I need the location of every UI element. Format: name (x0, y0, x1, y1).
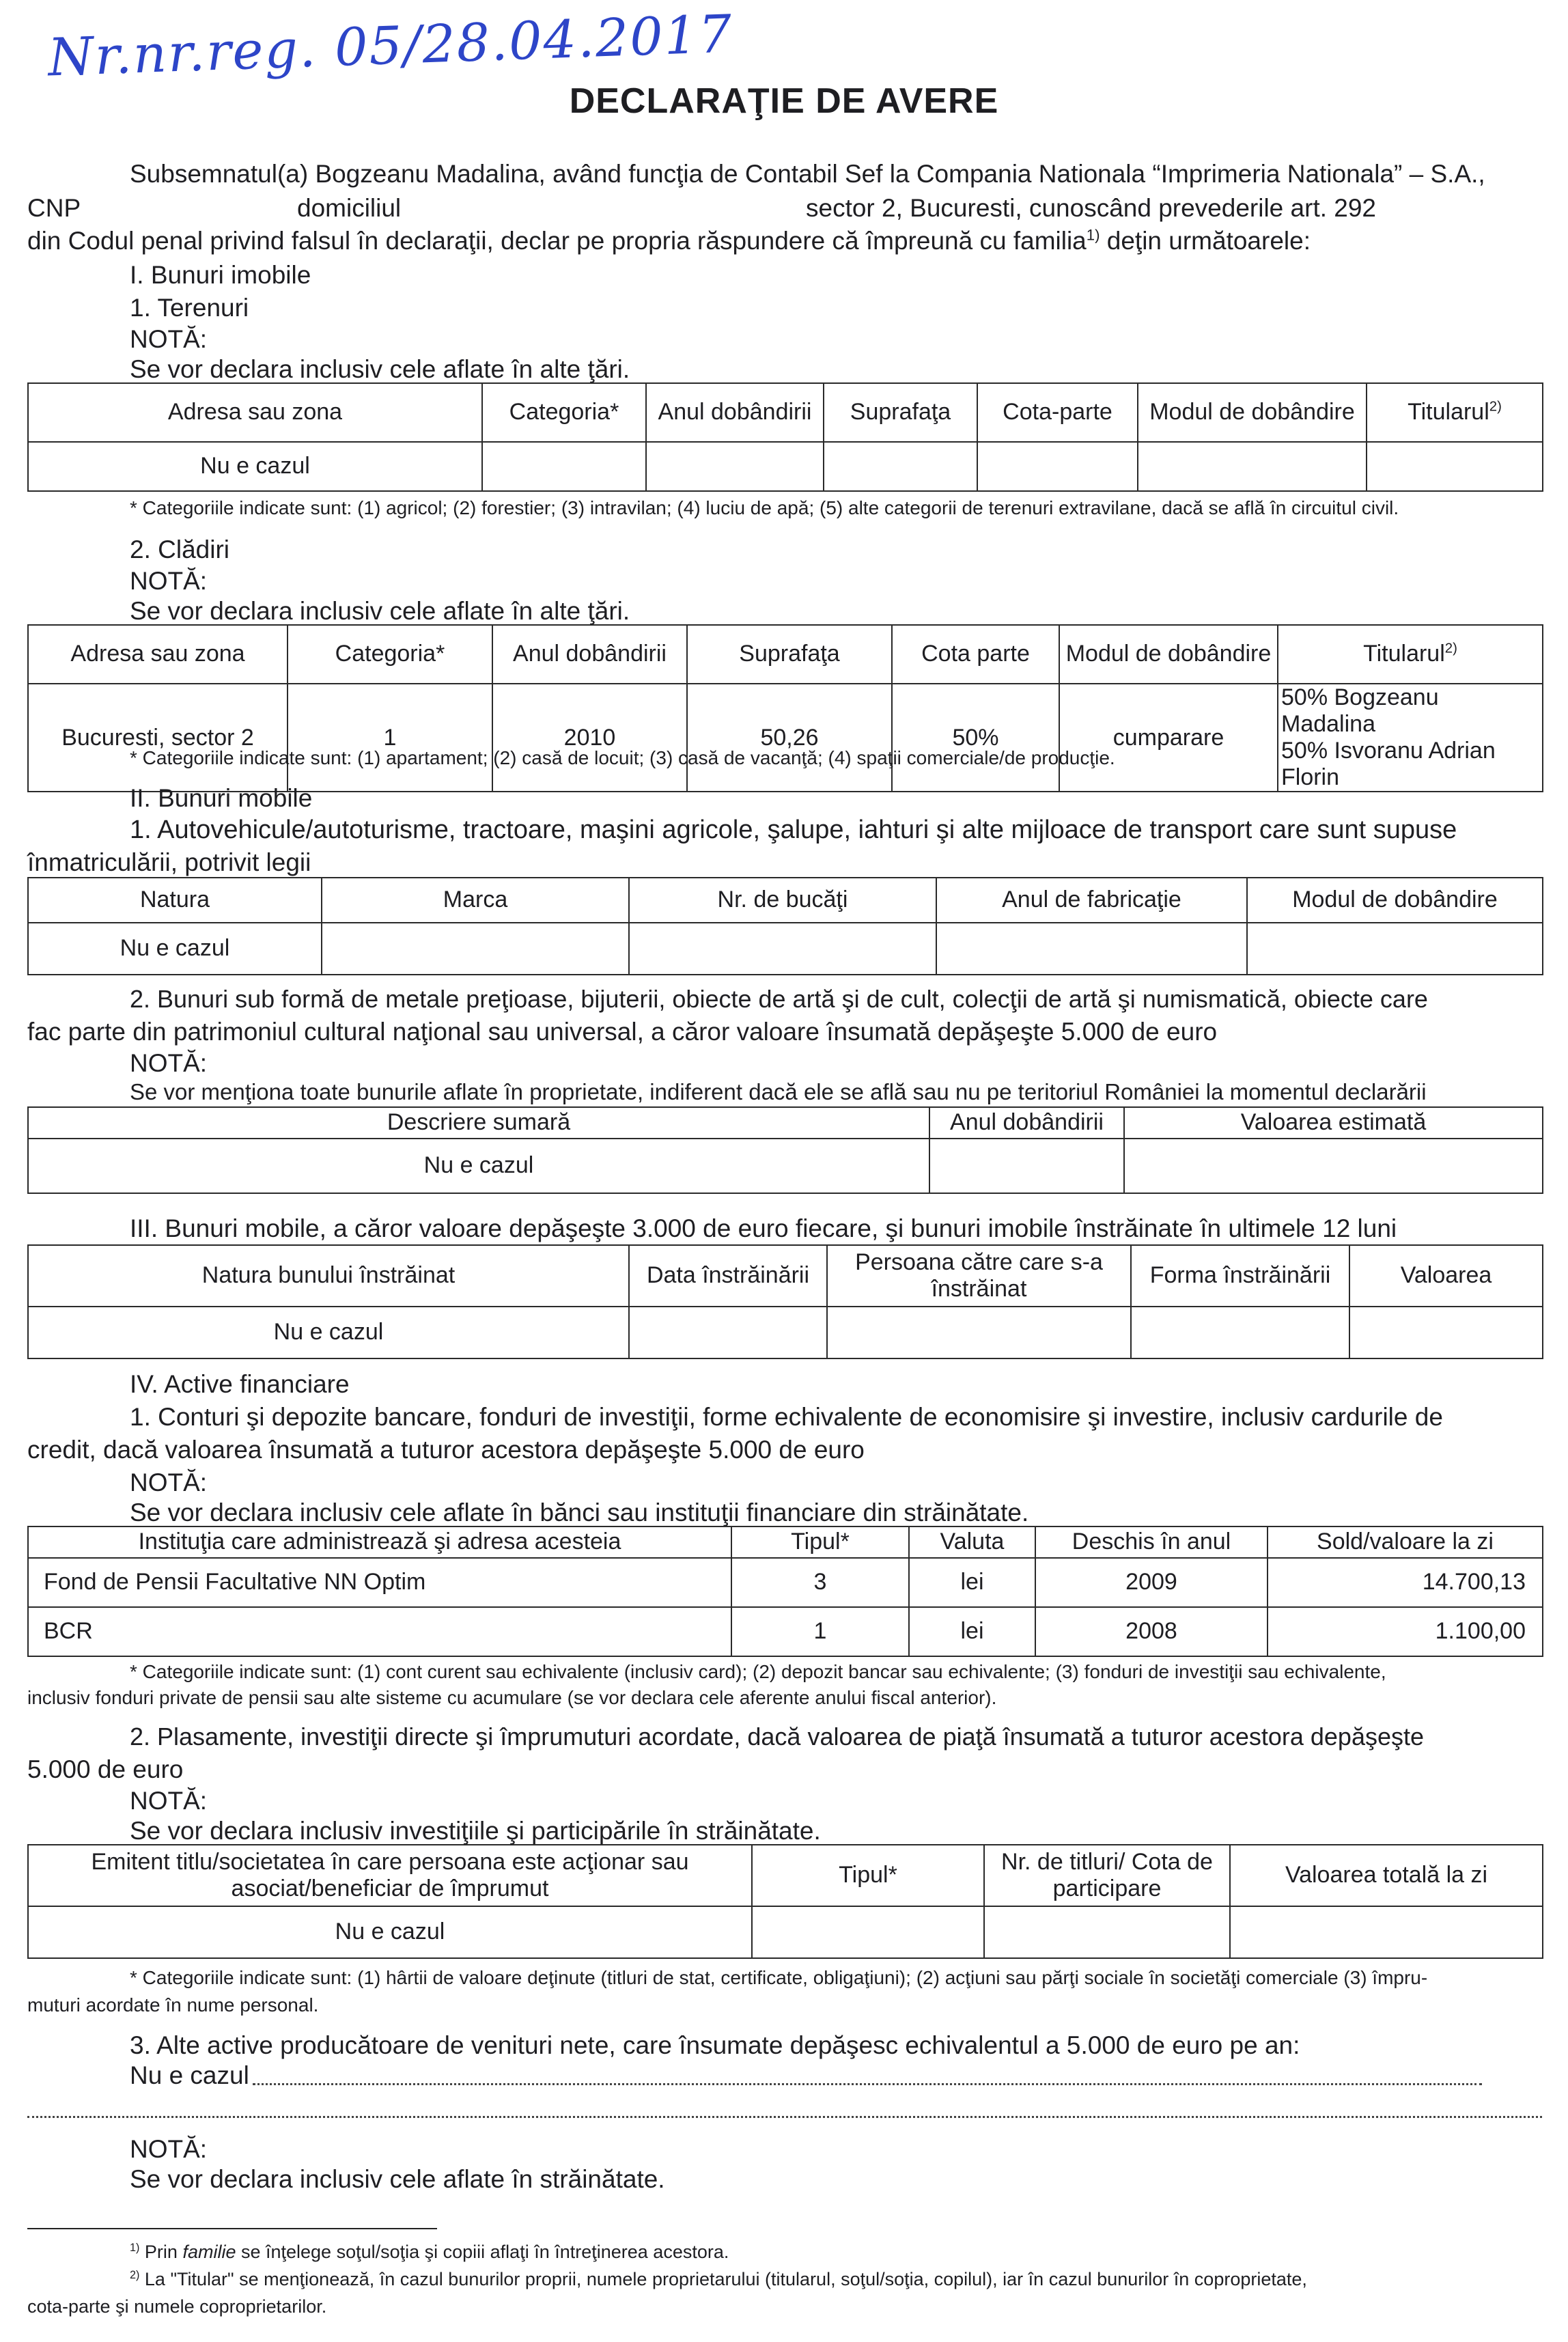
table-cell (1138, 442, 1367, 491)
table-cell: lei (909, 1607, 1035, 1656)
table-cell: Nu e cazul (28, 1139, 929, 1193)
placements-heading-a: 2. Plasamente, investiţii directe şi împrumuturi acordate, dacă valoarea de piaţă însumată a tuturor acestora depăşeşte (130, 1723, 1425, 1751)
table-cell (824, 442, 977, 491)
table-cell (646, 442, 824, 491)
valuables-nota-text: Se vor menţiona toate bunurile aflate în proprietate, indiferent dacă ele se află sau nu pe teritoriul României la momentul declarării (130, 1079, 1427, 1104)
valuables-table (27, 1106, 1543, 1194)
document-title: DECLARAŢIE DE AVERE (569, 81, 999, 121)
header-cell: Cota parte (892, 625, 1059, 684)
header-cell: Natura (28, 878, 322, 923)
cladiri-footnote: * Categoriile indicate sunt: (1) apartament; (2) casă de locuit; (3) casă de vacanţă; (4) spaţii comerciale/de producţie. (130, 747, 1115, 768)
table-row (28, 1906, 1543, 1958)
other-assets-heading: 3. Alte active producătoare de venituri nete, care însumate depăşesc echivalentul a 5.000 de euro pe an: (130, 2031, 1300, 2059)
table-row (28, 923, 1543, 975)
table-cell: Nu e cazul (28, 1307, 629, 1358)
table-header-row (28, 1245, 1543, 1307)
alienated-assets-table (27, 1244, 1543, 1359)
table-cell: 2010 (492, 684, 687, 792)
header-cell: Cota-parte (977, 383, 1138, 442)
accounts-nota-label: NOTĂ: (130, 1468, 208, 1496)
table-cell: BCR (28, 1607, 731, 1656)
other-assets-value: Nu e cazul (130, 2061, 249, 2089)
header-cell: Emitent titlu/societatea în care persoana este acţionar sau asociat/beneficiar de împrumut (28, 1845, 752, 1906)
registry-number-handwritten: Nr.nr.reg. 05/28.04.2017 (46, 3, 734, 88)
header-cell: Titularul$^{2)}$ (1367, 383, 1543, 442)
footnote-2-continued: cota-parte şi numele coproprietarilor. (27, 2296, 327, 2317)
table-cell (1131, 1307, 1349, 1358)
accounts-table (27, 1526, 1543, 1657)
valuables-heading-b: fac parte din patrimoniul cultural naţional sau universal, a căror valoare însumată depăşeşte 5.000 de euro (27, 1018, 1218, 1046)
table-header-row (28, 878, 1543, 923)
placements-nota-label: NOTĂ: (130, 1787, 208, 1815)
accounts-heading-a: 1. Conturi şi depozite bancare, fonduri de investiţii, forme echivalente de economisire şi investire, inclusiv cardurile de (130, 1403, 1443, 1431)
table-cell: lei (909, 1558, 1035, 1607)
header-cell: Anul dobândirii (492, 625, 687, 684)
cladiri-nota-label: NOTĂ: (130, 567, 208, 595)
table-row (28, 1558, 1543, 1607)
intro-cnp-label: CNP (27, 194, 81, 222)
header-cell: Titularul$^{2)}$ (1278, 625, 1543, 684)
header-cell: Marca (322, 878, 629, 923)
valuables-nota-label: NOTĂ: (130, 1049, 208, 1077)
footnote-1: $^{1)}$ Prin familie se înţelege soţul/soţia şi copiii aflaţi în întreţinerea acestora. (130, 2242, 729, 2262)
table-cell: 1.100,00 (1268, 1607, 1543, 1656)
terenuri-nota-text: Se vor declara inclusiv cele aflate în alte ţări. (130, 355, 630, 383)
titular-cell (1278, 684, 1543, 792)
table-cell: 2009 (1035, 1558, 1268, 1607)
cladiri-heading: 2. Clădiri (130, 535, 229, 563)
table-cell (984, 1906, 1230, 1958)
table-cell: cumparare (1059, 684, 1278, 792)
header-cell: Valoarea totală la zi (1230, 1845, 1543, 1906)
table-cell (1124, 1139, 1543, 1193)
footnote-separator (27, 2228, 437, 2229)
header-cell: Suprafaţa (687, 625, 892, 684)
header-cell: Modul de dobândire (1138, 383, 1367, 442)
table-cell: Bucuresti, sector 2 (28, 684, 288, 792)
header-cell: Valoarea (1349, 1245, 1543, 1307)
table-cell: 50% (892, 684, 1059, 792)
table-cell: Nu e cazul (28, 1906, 752, 1958)
placements-footnote-b: muturi acordate în nume personal. (27, 1994, 319, 2016)
header-cell: Anul dobândirii (929, 1107, 1124, 1139)
table-cell (929, 1139, 1124, 1193)
header-cell: Descriere sumară (28, 1107, 929, 1139)
table-cell (936, 923, 1247, 975)
section-3-heading: III. Bunuri mobile, a căror valoare depăşeşte 3.000 de euro fiecare, şi bunuri imobile înstrăinate în ultimele 12 luni (130, 1214, 1397, 1242)
table-cell: Nu e cazul (28, 442, 482, 491)
header-cell: Categoria* (288, 625, 492, 684)
header-cell: Tipul* (752, 1845, 984, 1906)
table-cell (1367, 442, 1543, 491)
terenuri-table (27, 382, 1543, 492)
table-cell (1349, 1307, 1543, 1358)
terenuri-heading: 1. Terenuri (130, 294, 249, 322)
header-cell: Anul de fabricaţie (936, 878, 1247, 923)
header-cell: Anul dobândirii (646, 383, 824, 442)
vehicles-table (27, 877, 1543, 975)
table-cell (629, 923, 936, 975)
table-cell: Fond de Pensii Facultative NN Optim (28, 1558, 731, 1607)
table-cell (482, 442, 646, 491)
section-2-heading: II. Bunuri mobile (130, 784, 313, 812)
titular-owner-1: 50% Bogzeanu Madalina (1281, 684, 1439, 738)
accounts-heading-b: credit, dacă valoarea însumată a tuturor acestora depăşeşte 5.000 de euro (27, 1436, 865, 1464)
table-cell: 2008 (1035, 1607, 1268, 1656)
table-row (28, 1139, 1543, 1193)
terenuri-footnote: * Categoriile indicate sunt: (1) agricol; (2) forestier; (3) intravilan; (4) luciu de apă; (5) alte categorii de terenuri extravilane, dacă se află în circuitul civil. (130, 497, 1399, 518)
placements-nota-text: Se vor declara inclusiv investiţiile şi participările în străinătate. (130, 1817, 821, 1845)
header-cell: Natura bunului înstrăinat (28, 1245, 629, 1307)
header-cell: Sold/valoare la zi (1268, 1527, 1543, 1558)
accounts-footnote-a: * Categoriile indicate sunt: (1) cont curent sau echivalente (inclusiv card); (2) depozit bancar sau echivalente; (3) fonduri de investiţii sau echivalente, (130, 1661, 1386, 1682)
table-cell (629, 1307, 827, 1358)
intro-line-1: Subsemnatul(a) Bogzeanu Madalina, având funcţia de Contabil Sef la Compania Nationala “Imprimeria Nationala” – S.A., (130, 160, 1485, 188)
table-cell (977, 442, 1138, 491)
table-cell (752, 1906, 984, 1958)
other-assets-nota-label: NOTĂ: (130, 2135, 208, 2163)
table-row (28, 1607, 1543, 1656)
header-cell: Nr. de titluri/ Cota de participare (984, 1845, 1230, 1906)
table-cell: 14.700,13 (1268, 1558, 1543, 1607)
table-header-row (28, 1527, 1543, 1558)
table-row (28, 442, 1543, 491)
header-cell: Forma înstrăinării (1131, 1245, 1349, 1307)
table-header-row (28, 1107, 1543, 1139)
table-cell (827, 1307, 1131, 1358)
header-cell: Adresa sau zona (28, 383, 482, 442)
placements-heading-b: 5.000 de euro (27, 1755, 184, 1783)
table-row (28, 1307, 1543, 1358)
intro-line-3: din Codul penal privind falsul în declaraţii, declar pe propria răspundere că împreună cu familia$^{1)}$ deţin următoarele: (27, 226, 1311, 255)
header-cell: Nr. de bucăţi (629, 878, 936, 923)
intro-line-2: sector 2, Bucuresti, cunoscând prevederile art. 292 (806, 194, 1377, 222)
header-cell: Tipul* (731, 1527, 909, 1558)
header-cell: Suprafaţa (824, 383, 977, 442)
header-cell: Valuta (909, 1527, 1035, 1558)
header-cell: Instituţia care administrează şi adresa acesteia (28, 1527, 731, 1558)
header-cell: Deschis în anul (1035, 1527, 1268, 1558)
header-cell: Modul de dobândire (1247, 878, 1543, 923)
table-cell: 1 (288, 684, 492, 792)
table-header-row (28, 625, 1543, 684)
header-cell: Adresa sau zona (28, 625, 288, 684)
table-cell: 3 (731, 1558, 909, 1607)
table-cell: 50,26 (687, 684, 892, 792)
section-1-heading: I. Bunuri imobile (130, 261, 311, 289)
header-cell: Persoana către care s-a înstrăinat (827, 1245, 1131, 1307)
section-4-heading: IV. Active financiare (130, 1370, 350, 1398)
vehicles-heading-b: înmatriculării, potrivit legii (27, 848, 311, 876)
table-cell (322, 923, 629, 975)
header-cell: Modul de dobândire (1059, 625, 1278, 684)
intro-domicile-label: domiciliul (297, 194, 402, 222)
table-header-row (28, 383, 1543, 442)
terenuri-nota-label: NOTĂ: (130, 325, 208, 353)
accounts-nota-text: Se vor declara inclusiv cele aflate în bănci sau instituţii financiare din străinătate. (130, 1498, 1029, 1527)
vehicles-heading-a: 1. Autovehicule/autoturisme, tractoare, maşini agricole, şalupe, iahturi şi alte mijloace de transport care sunt supuse (130, 815, 1457, 844)
dotted-fill-line (253, 2083, 1482, 2085)
other-assets-nota-text: Se vor declara inclusiv cele aflate în străinătate. (130, 2165, 665, 2193)
accounts-footnote-b: inclusiv fonduri private de pensii sau alte sisteme cu acumulare (se vor declara cele aferente anului fiscal anterior). (27, 1687, 997, 1708)
cladiri-nota-text: Se vor declara inclusiv cele aflate în alte ţări. (130, 597, 630, 625)
table-row (28, 684, 1543, 792)
table-cell: 1 (731, 1607, 909, 1656)
dotted-fill-line (27, 2116, 1542, 2118)
titular-owner-2: 50% Isvoranu Adrian Florin (1281, 738, 1496, 791)
table-cell (1230, 1906, 1543, 1958)
header-cell: Data înstrăinării (629, 1245, 827, 1307)
footnote-2: $^{2)}$ La "Titular" se menţionează, în cazul bunurilor proprii, numele proprietarului (titularul, soţul/soţia, copilul), iar în cazul bunurilor în coproprietate, (130, 2269, 1307, 2289)
table-cell (1247, 923, 1543, 975)
table-header-row (28, 1845, 1543, 1906)
placements-table (27, 1844, 1543, 1959)
table-cell: Nu e cazul (28, 923, 322, 975)
header-cell: Valoarea estimată (1124, 1107, 1543, 1139)
header-cell: Categoria* (482, 383, 646, 442)
valuables-heading-a: 2. Bunuri sub formă de metale preţioase, bijuterii, obiecte de artă şi de cult, colecţii de artă şi numismatică, obiecte care (130, 985, 1428, 1013)
placements-footnote-a: * Categoriile indicate sunt: (1) hârtii de valoare deţinute (titluri de stat, certificate, obligaţiuni); (2) acţiuni sau părţi sociale în societăţi comerciale (3) împru- (130, 1967, 1428, 1988)
